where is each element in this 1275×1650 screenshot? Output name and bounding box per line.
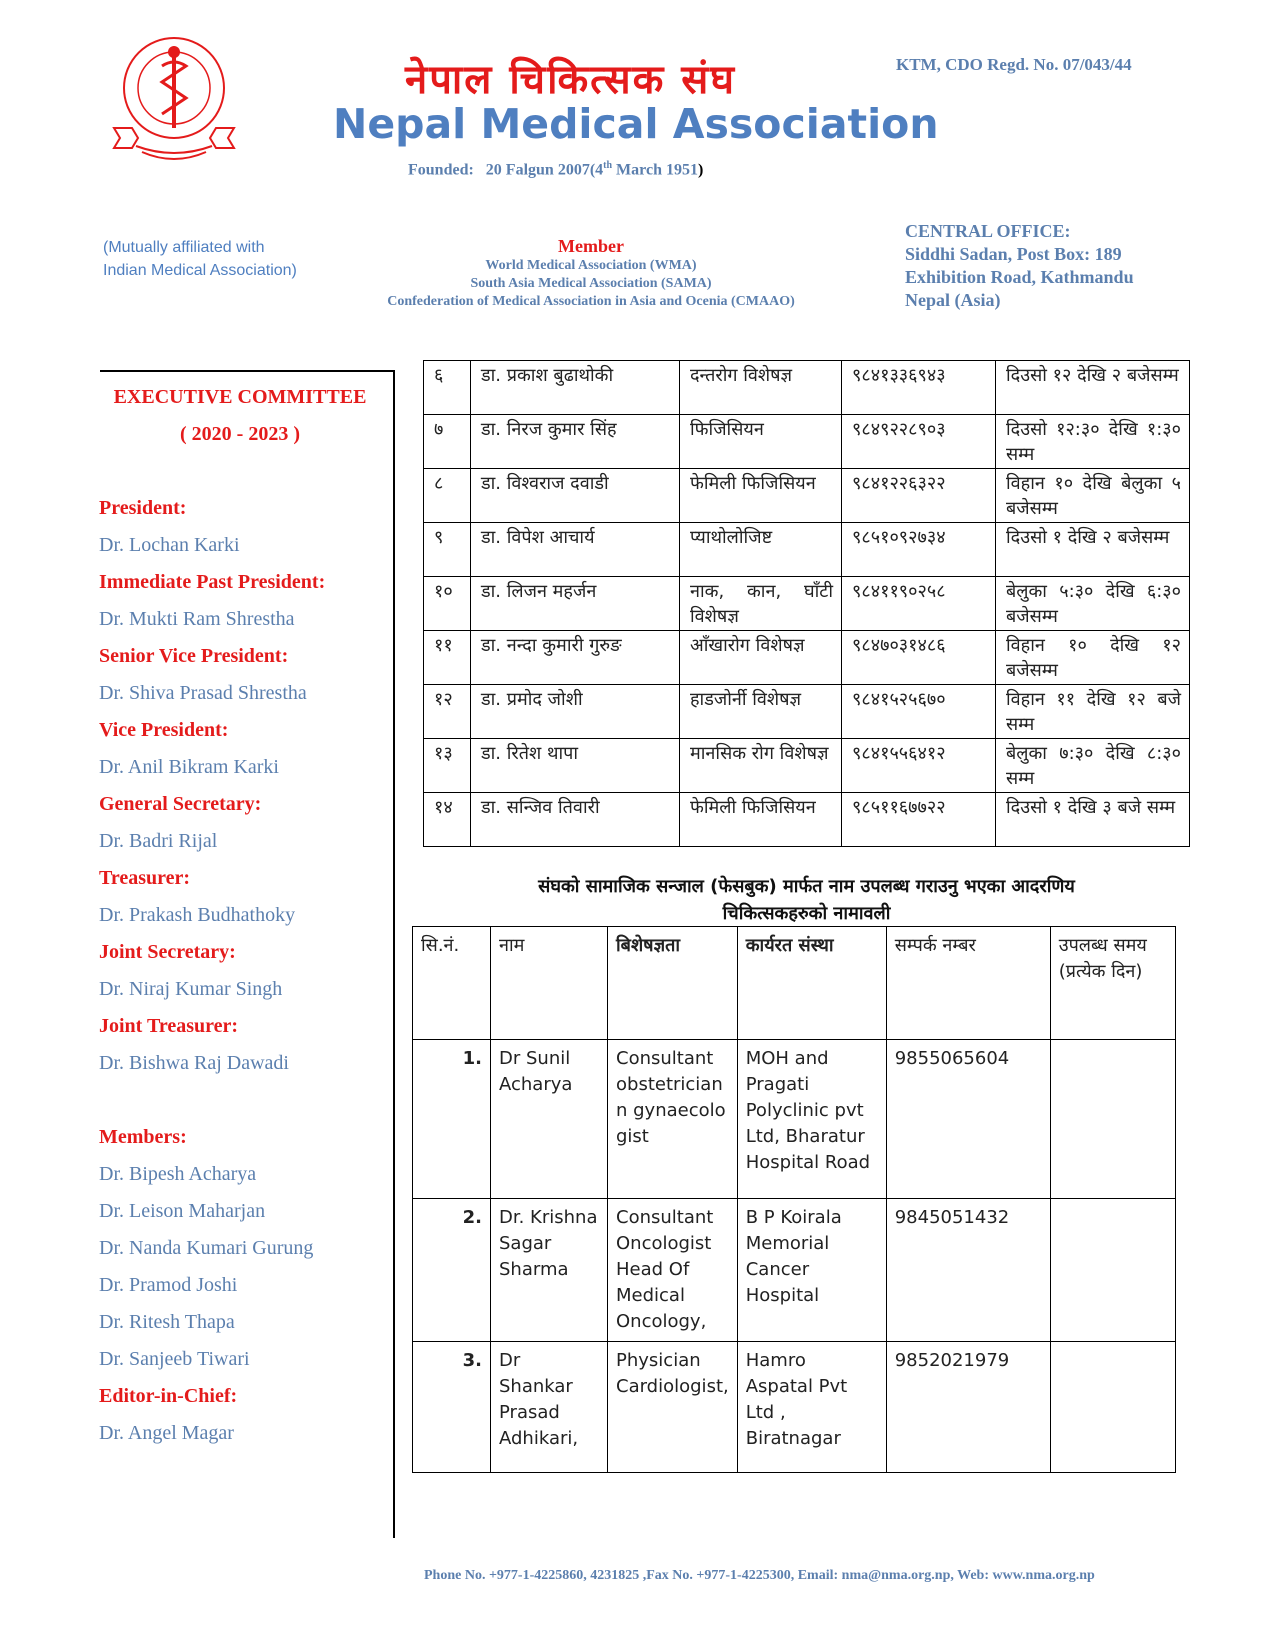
title-nepali: नेपाल चिकित्सक संघ — [405, 57, 736, 103]
role-label: Immediate Past President: — [99, 571, 326, 593]
caption-line: संघको सामाजिक सन्जाल (फेसबुक) मार्फत नाम उपलब्ध गराउनु भएका आदरणिय — [538, 876, 1075, 897]
cell-time — [1050, 1199, 1175, 1342]
doctor-table-nepali — [423, 360, 1190, 847]
cell-time: दिउसो १२:३० देखि १:३० सम्म — [996, 415, 1190, 469]
cell-name: Dr. Krishna Sagar Sharma — [491, 1199, 608, 1342]
table-row — [424, 577, 1190, 631]
cell-org: MOH and Pragati Polyclinic pvt Ltd, Bharatur Hospital Road — [737, 1040, 886, 1199]
cell-sn: १३ — [424, 739, 471, 793]
table-row — [413, 1040, 1176, 1199]
cell-time: दिउसो १ देखि ३ बजे सम्म — [996, 793, 1190, 847]
role-name: Dr. Mukti Ram Shrestha — [99, 608, 295, 630]
table-row — [424, 469, 1190, 523]
role-label: President: — [99, 497, 187, 519]
committee-list — [99, 497, 325, 1459]
member-name: Dr. Leison Maharjan — [99, 1200, 266, 1222]
cell-phone: ९८४१५२५६७० — [842, 685, 996, 739]
header-speciality: बिशेषज्ञता — [608, 927, 738, 1040]
affiliation-line: Indian Medical Association) — [103, 262, 297, 279]
cell-spec: फेमिली फिजिसियन — [680, 469, 842, 523]
editor-label: Editor-in-Chief: — [99, 1385, 238, 1407]
cell-name: डा. प्रमोद जोशी — [471, 685, 680, 739]
role-name: Dr. Lochan Karki — [99, 534, 240, 556]
cell-time: विहान १० देखि बेलुका ५ बजेसम्म — [996, 469, 1190, 523]
member-line: South Asia Medical Association (SAMA) — [470, 276, 712, 291]
table-row — [424, 415, 1190, 469]
role-name: Dr. Badri Rijal — [99, 830, 218, 852]
cell-sn: ८ — [424, 469, 471, 523]
role-label: Treasurer: — [99, 867, 191, 889]
affiliation-note — [103, 236, 297, 282]
cell-phone: ९८४१२२६३२२ — [842, 469, 996, 523]
cell-sn: १४ — [424, 793, 471, 847]
registration-number: KTM, CDO Regd. No. 07/043/44 — [896, 55, 1132, 74]
spacer — [99, 1089, 325, 1126]
member-heading: Member — [558, 236, 624, 256]
cell-spec: Consultant Oncologist Head Of Medical Oncology, — [608, 1199, 738, 1342]
cell-name: डा. विपेश आचार्य — [471, 523, 680, 577]
table-row — [413, 1342, 1176, 1473]
header-name: नाम — [491, 927, 608, 1040]
cell-sn: ६ — [424, 361, 471, 415]
cell-phone: 9855065604 — [886, 1040, 1050, 1199]
doctor-table-facebook — [412, 926, 1176, 1473]
header-availability: उपलब्ध समय (प्रत्येक दिन) — [1050, 927, 1175, 1040]
cell-name: डा. लिजन महर्जन — [471, 577, 680, 631]
cell-phone: 9845051432 — [886, 1199, 1050, 1342]
role-name: Dr. Niraj Kumar Singh — [99, 978, 283, 1000]
member-name: Dr. Bipesh Acharya — [99, 1163, 257, 1185]
member-block — [340, 236, 842, 311]
role-name: Dr. Anil Bikram Karki — [99, 756, 279, 778]
cell-phone: ९८५११६७७२२ — [842, 793, 996, 847]
cell-name: डा. रितेश थापा — [471, 739, 680, 793]
table-row — [424, 739, 1190, 793]
member-name: Dr. Ritesh Thapa — [99, 1311, 235, 1333]
cell-spec: हाडजोर्नी विशेषज्ञ — [680, 685, 842, 739]
title-english: Nepal Medical Association — [333, 100, 939, 148]
cell-phone: ९८४११९०२५८ — [842, 577, 996, 631]
central-office-line: Nepal (Asia) — [905, 290, 1001, 310]
table-row — [413, 1199, 1176, 1342]
table-header-row — [413, 927, 1176, 1040]
table-row — [424, 523, 1190, 577]
cell-name: Dr Sunil Acharya — [491, 1040, 608, 1199]
member-name: Dr. Pramod Joshi — [99, 1274, 238, 1296]
affiliation-line: (Mutually affiliated with — [103, 239, 265, 256]
role-label: Joint Treasurer: — [99, 1015, 239, 1037]
cell-org: B P Koirala Memorial Cancer Hospital — [737, 1199, 886, 1342]
role-label: General Secretary: — [99, 793, 262, 815]
cell-phone: ९८४१५५६४१२ — [842, 739, 996, 793]
cell-name: डा. विश्वराज दवाडी — [471, 469, 680, 523]
cell-spec: Consultant obstetrician n gynaecologist — [608, 1040, 738, 1199]
cell-time: बेलुका ५:३० देखि ६:३० बजेसम्म — [996, 577, 1190, 631]
cell-phone: 9852021979 — [886, 1342, 1050, 1473]
cell-spec: प्याथोलोजिष्ट — [680, 523, 842, 577]
cell-phone: ९८४१३३६९४३ — [842, 361, 996, 415]
cell-spec: फिजिसियन — [680, 415, 842, 469]
cell-sn: १० — [424, 577, 471, 631]
cell-sn: 3. — [413, 1342, 491, 1473]
table-caption — [423, 873, 1190, 927]
nma-logo — [112, 28, 252, 168]
cell-time: दिउसो १ देखि २ बजेसम्म — [996, 523, 1190, 577]
cell-sn: 2. — [413, 1199, 491, 1342]
table-row — [424, 685, 1190, 739]
founded-date: Founded: 20 Falgun 2007(4th March 1951) — [408, 160, 704, 179]
executive-title: EXECUTIVE COMMITTEE — [113, 386, 367, 408]
member-name: Dr. Sanjeeb Tiwari — [99, 1348, 250, 1370]
cell-sn: ९ — [424, 523, 471, 577]
cell-time: विहान १० देखि १२ बजेसम्म — [996, 631, 1190, 685]
cell-time — [1050, 1342, 1175, 1473]
cell-phone: ९८४९२२८९०३ — [842, 415, 996, 469]
role-name: Dr. Shiva Prasad Shrestha — [99, 682, 307, 704]
table-row — [424, 631, 1190, 685]
cell-org: Hamro Aspatal Pvt Ltd , Biratnagar — [737, 1342, 886, 1473]
table-row — [424, 361, 1190, 415]
cell-sn: 1. — [413, 1040, 491, 1199]
role-name: Dr. Prakash Budhathoky — [99, 904, 296, 926]
header-contact: सम्पर्क नम्बर — [886, 927, 1050, 1040]
central-office-line: Exhibition Road, Kathmandu — [905, 267, 1134, 287]
cell-spec: आँखारोग विशेषज्ञ — [680, 631, 842, 685]
member-line: Confederation of Medical Association in Asia and Ocenia (CMAAO) — [387, 294, 795, 309]
header-sn: सि.नं. — [413, 927, 491, 1040]
cell-spec: Physician Cardiologist, — [608, 1342, 738, 1473]
caption-line: चिकित्सकहरुको नामावली — [722, 903, 891, 924]
members-label: Members: — [99, 1126, 187, 1148]
footer-contact: Phone No. +977-1-4225860, 4231825 ,Fax No. +977-1-4225300, Email: nma@nma.org.np, Web: www.nma.org.np — [424, 1568, 1095, 1583]
executive-term: ( 2020 - 2023 ) — [180, 423, 300, 445]
role-label: Vice President: — [99, 719, 229, 741]
central-office — [905, 220, 1134, 312]
cell-phone: ९८४७०३१४८६ — [842, 631, 996, 685]
member-name: Dr. Nanda Kumari Gurung — [99, 1237, 314, 1259]
executive-heading — [100, 386, 380, 446]
cell-spec: फेमिली फिजिसियन — [680, 793, 842, 847]
cell-name: डा. नन्दा कुमारी गुरुङ — [471, 631, 680, 685]
cell-spec: मानसिक रोग विशेषज्ञ — [680, 739, 842, 793]
cell-time: दिउसो १२ देखि २ बजेसम्म — [996, 361, 1190, 415]
cell-sn: १२ — [424, 685, 471, 739]
central-office-line: Siddhi Sadan, Post Box: 189 — [905, 244, 1122, 264]
role-label: Joint Secretary: — [99, 941, 236, 963]
sidebar-divider — [393, 370, 395, 1538]
cell-sn: ७ — [424, 415, 471, 469]
cell-sn: ११ — [424, 631, 471, 685]
cell-name: Dr Shankar Prasad Adhikari, — [491, 1342, 608, 1473]
cell-phone: ९८५१०९२७३४ — [842, 523, 996, 577]
sidebar-top-rule — [100, 370, 395, 372]
cell-time: विहान ११ देखि १२ बजे सम्म — [996, 685, 1190, 739]
editor-name: Dr. Angel Magar — [99, 1422, 234, 1444]
header-organization: कार्यरत संस्था — [737, 927, 886, 1040]
role-label: Senior Vice President: — [99, 645, 289, 667]
cell-spec: दन्तरोग विशेषज्ञ — [680, 361, 842, 415]
cell-time: बेलुका ७:३० देखि ८:३० सम्म — [996, 739, 1190, 793]
cell-time — [1050, 1040, 1175, 1199]
cell-name: डा. निरज कुमार सिंह — [471, 415, 680, 469]
role-name: Dr. Bishwa Raj Dawadi — [99, 1052, 289, 1074]
cell-name: डा. सन्जिव तिवारी — [471, 793, 680, 847]
cell-spec: नाक, कान, घाँटी विशेषज्ञ — [680, 577, 842, 631]
central-office-heading: CENTRAL OFFICE: — [905, 221, 1071, 241]
member-line: World Medical Association (WMA) — [485, 258, 697, 273]
table-row — [424, 793, 1190, 847]
cell-name: डा. प्रकाश बुढाथोकी — [471, 361, 680, 415]
